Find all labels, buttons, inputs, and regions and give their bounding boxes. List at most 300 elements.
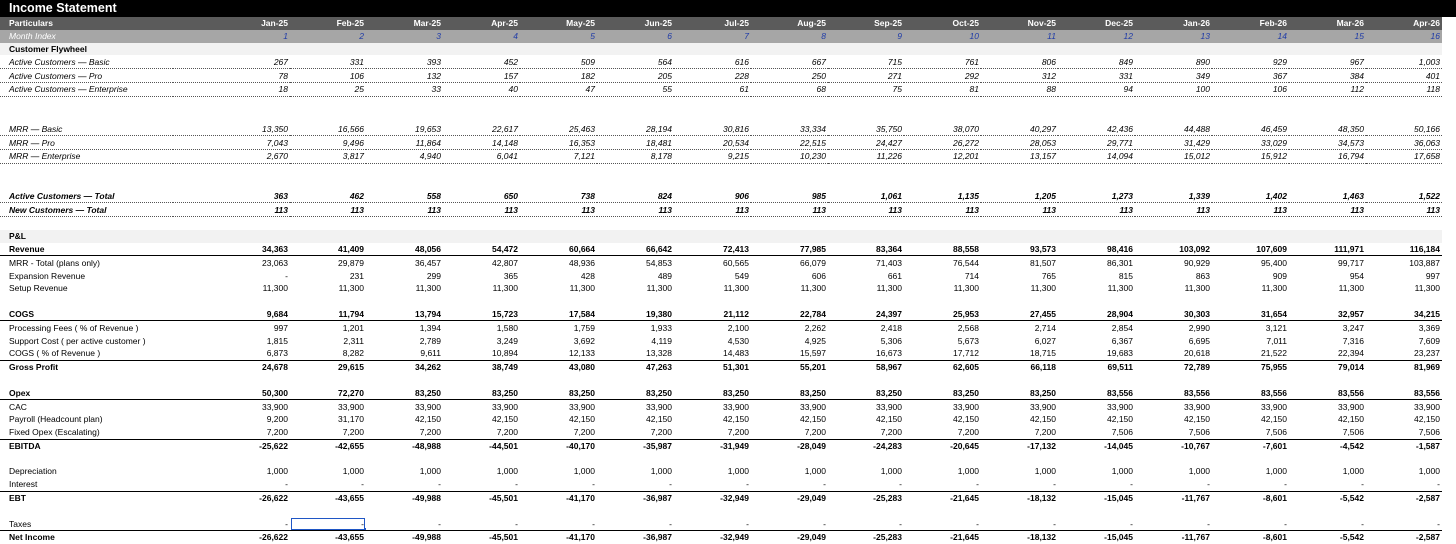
value-cell[interactable]: 54,853 (646, 257, 672, 268)
value-cell[interactable]: 93,573 (981, 243, 1058, 256)
value-cell[interactable]: 4 (443, 30, 520, 43)
value-cell[interactable]: 23,237 (1366, 347, 1442, 360)
value-cell[interactable] (1289, 504, 1366, 517)
row-label-cell[interactable]: Active Customers — Total (0, 189, 173, 202)
value-cell[interactable]: - (443, 478, 520, 491)
value-cell[interactable]: - (443, 517, 520, 530)
value-cell[interactable]: 31,654 (1212, 308, 1289, 321)
value-cell[interactable]: 393 (366, 55, 443, 68)
value-cell[interactable]: 954 (1349, 270, 1364, 281)
value-cell[interactable]: 29,771 (1058, 136, 1135, 150)
value-cell[interactable] (366, 295, 443, 308)
value-cell[interactable] (1058, 177, 1135, 190)
value-cell[interactable]: 22,617 (443, 122, 520, 135)
value-cell[interactable]: 100 (1135, 82, 1212, 96)
value-cell[interactable]: 13,350 (173, 122, 290, 135)
value-cell[interactable]: 13 (1135, 30, 1212, 43)
value-cell[interactable]: 75 (828, 82, 904, 96)
value-cell[interactable] (1058, 96, 1135, 109)
value-cell[interactable]: -14,045 (1104, 440, 1133, 451)
value-cell[interactable]: - (751, 478, 828, 491)
value-cell[interactable]: - (1212, 478, 1289, 491)
value-cell[interactable]: 29,615 (338, 362, 364, 373)
value-cell[interactable]: -42,655 (335, 440, 364, 451)
value-cell[interactable] (904, 177, 981, 190)
value-cell[interactable]: -10,767 (1181, 440, 1210, 451)
value-cell[interactable] (674, 163, 751, 176)
value-cell[interactable]: 60,565 (723, 257, 749, 268)
value-cell[interactable]: 8 (751, 30, 828, 43)
value-cell[interactable]: 113 (674, 203, 751, 217)
value-cell[interactable]: 51,301 (723, 362, 749, 373)
value-cell[interactable]: 7,200 (751, 426, 828, 439)
value-cell[interactable] (674, 504, 751, 517)
value-cell[interactable] (366, 110, 443, 123)
value-cell[interactable]: - (674, 517, 751, 530)
value-cell[interactable]: 78 (173, 69, 290, 83)
value-cell[interactable] (1135, 230, 1212, 243)
value-cell[interactable]: 6,873 (173, 347, 290, 360)
value-cell[interactable]: 12,133 (520, 347, 597, 360)
value-cell[interactable] (904, 504, 981, 517)
value-cell[interactable]: 462 (290, 189, 366, 202)
row-label-cell[interactable]: Processing Fees ( % of Revenue ) (9, 322, 139, 333)
value-cell[interactable]: 34,215 (1366, 308, 1442, 321)
value-cell[interactable] (520, 110, 597, 123)
value-cell[interactable] (1058, 110, 1135, 123)
value-cell[interactable]: 48,936 (569, 257, 595, 268)
value-cell[interactable] (904, 452, 981, 465)
row-label-cell[interactable]: Active Customers — Pro (0, 69, 173, 83)
value-cell[interactable] (981, 96, 1058, 109)
value-cell[interactable]: 11 (981, 30, 1058, 43)
row-label-cell[interactable]: New Customers — Total (0, 203, 173, 217)
row-label-cell[interactable]: Interest (0, 478, 173, 491)
value-cell[interactable]: -15,045 (1104, 532, 1133, 543)
value-cell[interactable] (443, 230, 520, 243)
value-cell[interactable]: 15,012 (1135, 149, 1212, 163)
value-cell[interactable]: 3,817 (290, 149, 366, 163)
value-cell[interactable]: 349 (1135, 69, 1212, 83)
value-cell[interactable]: 11,300 (800, 283, 826, 294)
value-cell[interactable] (904, 163, 981, 176)
value-cell[interactable]: Aug-25 (751, 17, 828, 30)
value-cell[interactable]: 312 (981, 69, 1058, 83)
value-cell[interactable] (828, 177, 904, 190)
value-cell[interactable] (1366, 452, 1442, 465)
value-cell[interactable]: - (1289, 478, 1366, 491)
value-cell[interactable] (904, 96, 981, 109)
value-cell[interactable] (751, 504, 828, 517)
value-cell[interactable]: 849 (1058, 55, 1135, 68)
value-cell[interactable]: 616 (674, 55, 751, 68)
value-cell[interactable]: 77,985 (751, 243, 828, 256)
value-cell[interactable] (1212, 177, 1289, 190)
value-cell[interactable]: 90,929 (1184, 257, 1210, 268)
value-cell[interactable] (290, 374, 366, 387)
value-cell[interactable]: -2,587 (1415, 532, 1440, 543)
value-cell[interactable]: 7,506 (1289, 426, 1366, 439)
value-cell[interactable] (597, 452, 674, 465)
value-cell[interactable]: 33,900 (646, 401, 672, 412)
value-cell[interactable]: -21,645 (950, 493, 979, 504)
value-cell[interactable]: 50,166 (1366, 122, 1442, 135)
value-cell[interactable]: 15,597 (751, 347, 828, 360)
value-cell[interactable]: -26,622 (259, 493, 288, 504)
value-cell[interactable]: - (1366, 478, 1442, 491)
value-cell[interactable]: 906 (674, 189, 751, 202)
value-cell[interactable]: 890 (1135, 55, 1212, 68)
value-cell[interactable]: -36,987 (643, 532, 672, 543)
value-cell[interactable]: -5,542 (1339, 493, 1364, 504)
value-cell[interactable]: 55 (597, 82, 674, 96)
value-cell[interactable]: 79,014 (1338, 362, 1364, 373)
value-cell[interactable]: 42,150 (492, 414, 518, 425)
value-cell[interactable]: 11,300 (723, 283, 749, 294)
value-cell[interactable]: 35,750 (828, 122, 904, 135)
value-cell[interactable]: 11,300 (1414, 283, 1440, 294)
value-cell[interactable]: 55,201 (800, 362, 826, 373)
value-cell[interactable]: 14,148 (443, 136, 520, 150)
value-cell[interactable]: 75,955 (1261, 362, 1287, 373)
value-cell[interactable]: 7,200 (290, 426, 366, 439)
value-cell[interactable]: 7,043 (173, 136, 290, 150)
value-cell[interactable]: 12,201 (904, 149, 981, 163)
value-cell[interactable]: 14,483 (674, 347, 751, 360)
value-cell[interactable]: 99,717 (1338, 257, 1364, 268)
value-cell[interactable]: - (173, 517, 290, 530)
value-cell[interactable]: 7,506 (1366, 426, 1442, 439)
value-cell[interactable] (443, 452, 520, 465)
value-cell[interactable]: 13,794 (366, 308, 443, 321)
value-cell[interactable] (520, 43, 597, 56)
value-cell[interactable] (366, 374, 443, 387)
value-cell[interactable] (1366, 295, 1442, 308)
value-cell[interactable] (366, 177, 443, 190)
value-cell[interactable]: -31,949 (720, 440, 749, 451)
value-cell[interactable]: - (285, 270, 288, 281)
value-cell[interactable]: 27,455 (981, 308, 1058, 321)
value-cell[interactable]: 1 (173, 30, 290, 43)
value-cell[interactable]: 12 (1058, 30, 1135, 43)
value-cell[interactable]: Jan-25 (173, 17, 290, 30)
value-cell[interactable]: 1,201 (342, 322, 364, 333)
value-cell[interactable]: 33,900 (800, 401, 826, 412)
value-cell[interactable]: 997 (273, 322, 288, 333)
value-cell[interactable] (674, 43, 751, 56)
value-cell[interactable]: 36,457 (415, 257, 441, 268)
value-cell[interactable] (1366, 374, 1442, 387)
value-cell[interactable]: 42,150 (876, 414, 902, 425)
value-cell[interactable]: 11,300 (876, 283, 902, 294)
value-cell[interactable]: -15,045 (1104, 493, 1133, 504)
value-cell[interactable]: 7,200 (443, 426, 520, 439)
value-cell[interactable]: 1,000 (880, 466, 902, 477)
value-cell[interactable]: 113 (366, 203, 443, 217)
value-cell[interactable] (904, 110, 981, 123)
value-cell[interactable]: 2,670 (173, 149, 290, 163)
value-cell[interactable]: 1,339 (1135, 189, 1212, 202)
value-cell[interactable]: 95,400 (1261, 257, 1287, 268)
value-cell[interactable]: -4,542 (1339, 440, 1364, 451)
value-cell[interactable]: -5,542 (1339, 532, 1364, 543)
row-label-cell[interactable] (0, 374, 173, 387)
value-cell[interactable] (173, 96, 290, 109)
value-cell[interactable]: 29,879 (338, 257, 364, 268)
value-cell[interactable]: 714 (964, 270, 979, 281)
value-cell[interactable] (1212, 230, 1289, 243)
value-cell[interactable]: 3,249 (496, 335, 518, 346)
value-cell[interactable] (1058, 295, 1135, 308)
value-cell[interactable]: - (828, 478, 904, 491)
value-cell[interactable] (828, 216, 904, 229)
value-cell[interactable]: -25,622 (259, 440, 288, 451)
value-cell[interactable]: 33,334 (751, 122, 828, 135)
value-cell[interactable]: 33,900 (262, 401, 288, 412)
value-cell[interactable]: 42,150 (953, 414, 979, 425)
value-cell[interactable]: - (366, 517, 443, 530)
value-cell[interactable]: 14,094 (1058, 149, 1135, 163)
row-label-cell[interactable]: MRR - Total (plans only) (9, 257, 101, 268)
value-cell[interactable]: - (290, 478, 366, 491)
value-cell[interactable]: 9,200 (266, 414, 288, 425)
value-cell[interactable]: 32,957 (1289, 308, 1366, 321)
value-cell[interactable] (366, 96, 443, 109)
value-cell[interactable]: - (904, 517, 981, 530)
value-cell[interactable]: 452 (443, 55, 520, 68)
value-cell[interactable]: 42,150 (723, 414, 749, 425)
value-cell[interactable]: 7,200 (904, 426, 981, 439)
value-cell[interactable] (751, 163, 828, 176)
value-cell[interactable]: 182 (520, 69, 597, 83)
value-cell[interactable]: 11,300 (338, 283, 364, 294)
value-cell[interactable]: 11,300 (492, 283, 518, 294)
value-cell[interactable]: 3,369 (1418, 322, 1440, 333)
value-cell[interactable]: 997 (1425, 270, 1440, 281)
value-cell[interactable]: 103,092 (1135, 243, 1212, 256)
value-cell[interactable]: 68 (751, 82, 828, 96)
value-cell[interactable] (1135, 295, 1212, 308)
value-cell[interactable]: 72,789 (1184, 362, 1210, 373)
value-cell[interactable]: 7 (674, 30, 751, 43)
value-cell[interactable]: - (1135, 478, 1212, 491)
value-cell[interactable] (173, 295, 290, 308)
value-cell[interactable]: 113 (520, 203, 597, 217)
row-label-cell[interactable]: EBITDA (9, 440, 41, 451)
value-cell[interactable]: 113 (597, 203, 674, 217)
value-cell[interactable]: Oct-25 (904, 17, 981, 30)
value-cell[interactable] (1212, 452, 1289, 465)
row-label-cell[interactable] (0, 216, 173, 229)
value-cell[interactable] (520, 177, 597, 190)
value-cell[interactable] (1366, 177, 1442, 190)
value-cell[interactable]: 50,300 (173, 386, 290, 399)
value-cell[interactable]: 985 (751, 189, 828, 202)
value-cell[interactable]: 33,900 (953, 401, 979, 412)
value-cell[interactable] (1289, 374, 1366, 387)
value-cell[interactable] (1289, 163, 1366, 176)
value-cell[interactable]: 7,200 (828, 426, 904, 439)
value-cell[interactable]: -32,949 (720, 532, 749, 543)
value-cell[interactable]: 428 (580, 270, 595, 281)
value-cell[interactable]: 47 (520, 82, 597, 96)
value-cell[interactable]: 9 (828, 30, 904, 43)
value-cell[interactable]: 5,306 (880, 335, 902, 346)
value-cell[interactable]: 22,515 (751, 136, 828, 150)
value-cell[interactable]: -18,132 (1027, 532, 1056, 543)
value-cell[interactable]: 564 (597, 55, 674, 68)
value-cell[interactable] (366, 163, 443, 176)
value-cell[interactable] (828, 230, 904, 243)
value-cell[interactable]: 66,079 (800, 257, 826, 268)
value-cell[interactable]: 1,815 (266, 335, 288, 346)
value-cell[interactable] (290, 295, 366, 308)
value-cell[interactable]: 11,300 (569, 283, 595, 294)
value-cell[interactable]: 113 (751, 203, 828, 217)
value-cell[interactable]: Mar-26 (1289, 17, 1366, 30)
value-cell[interactable]: 1,463 (1289, 189, 1366, 202)
value-cell[interactable]: -40,170 (566, 440, 595, 451)
value-cell[interactable]: - (1058, 478, 1135, 491)
value-cell[interactable]: 112 (1289, 82, 1366, 96)
value-cell[interactable]: 132 (366, 69, 443, 83)
value-cell[interactable] (828, 295, 904, 308)
value-cell[interactable]: 228 (674, 69, 751, 83)
value-cell[interactable]: 42,150 (1107, 414, 1133, 425)
value-cell[interactable] (597, 163, 674, 176)
value-cell[interactable]: 24,427 (828, 136, 904, 150)
value-cell[interactable]: 11,300 (646, 283, 672, 294)
value-cell[interactable] (981, 504, 1058, 517)
value-cell[interactable]: 60,664 (520, 243, 597, 256)
value-cell[interactable]: 11,300 (1107, 283, 1133, 294)
value-cell[interactable]: 58,967 (876, 362, 902, 373)
value-cell[interactable]: Jan-26 (1135, 17, 1212, 30)
value-cell[interactable] (443, 374, 520, 387)
value-cell[interactable]: 76,544 (953, 257, 979, 268)
value-cell[interactable]: 46,459 (1212, 122, 1289, 135)
value-cell[interactable]: 62,605 (953, 362, 979, 373)
value-cell[interactable]: 19,380 (597, 308, 674, 321)
value-cell[interactable] (1289, 295, 1366, 308)
value-cell[interactable]: 1,205 (981, 189, 1058, 202)
value-cell[interactable]: Dec-25 (1058, 17, 1135, 30)
value-cell[interactable]: 42,150 (1414, 414, 1440, 425)
value-cell[interactable]: 606 (811, 270, 826, 281)
row-label-cell[interactable]: MRR — Enterprise (0, 149, 173, 163)
value-cell[interactable]: -1,587 (1415, 440, 1440, 451)
value-cell[interactable]: 9,215 (674, 149, 751, 163)
value-cell[interactable]: 331 (290, 55, 366, 68)
row-label-cell[interactable] (0, 163, 173, 176)
value-cell[interactable]: 2,990 (1188, 322, 1210, 333)
value-cell[interactable]: 1,000 (804, 466, 826, 477)
value-cell[interactable]: Sep-25 (828, 17, 904, 30)
value-cell[interactable] (981, 177, 1058, 190)
value-cell[interactable]: -29,049 (797, 532, 826, 543)
value-cell[interactable]: -48,988 (412, 440, 441, 451)
value-cell[interactable]: -11,767 (1181, 532, 1210, 543)
value-cell[interactable]: 28,053 (981, 136, 1058, 150)
value-cell[interactable]: 33,900 (415, 401, 441, 412)
value-cell[interactable]: 2,714 (1034, 322, 1056, 333)
value-cell[interactable]: 15,912 (1212, 149, 1289, 163)
value-cell[interactable]: -26,622 (259, 532, 288, 543)
value-cell[interactable]: 1,000 (1265, 466, 1287, 477)
row-label-cell[interactable]: Active Customers — Enterprise (0, 82, 173, 96)
value-cell[interactable] (1289, 43, 1366, 56)
value-cell[interactable]: 83,250 (597, 386, 674, 399)
value-cell[interactable]: 2,311 (343, 335, 364, 346)
value-cell[interactable] (173, 110, 290, 123)
value-cell[interactable]: - (597, 517, 674, 530)
value-cell[interactable]: 30,303 (1135, 308, 1212, 321)
value-cell[interactable] (828, 504, 904, 517)
value-cell[interactable]: 66,642 (597, 243, 674, 256)
value-cell[interactable]: 1,000 (650, 466, 672, 477)
value-cell[interactable] (1212, 43, 1289, 56)
value-cell[interactable]: 16,566 (290, 122, 366, 135)
value-cell[interactable]: - (173, 478, 290, 491)
value-cell[interactable]: 16 (1366, 30, 1442, 43)
value-cell[interactable]: - (828, 517, 904, 530)
value-cell[interactable]: 83,556 (1058, 386, 1135, 399)
value-cell[interactable]: 14 (1212, 30, 1289, 43)
row-label-cell[interactable] (0, 295, 173, 308)
value-cell[interactable]: 1,000 (266, 466, 288, 477)
value-cell[interactable]: 113 (1058, 203, 1135, 217)
value-cell[interactable] (290, 177, 366, 190)
value-cell[interactable]: 1,273 (1058, 189, 1135, 202)
value-cell[interactable] (828, 374, 904, 387)
value-cell[interactable] (828, 96, 904, 109)
value-cell[interactable] (366, 43, 443, 56)
value-cell[interactable]: 2,100 (727, 322, 749, 333)
value-cell[interactable]: 21,112 (674, 308, 751, 321)
value-cell[interactable]: 98,416 (1058, 243, 1135, 256)
value-cell[interactable] (173, 230, 290, 243)
value-cell[interactable]: 17,712 (904, 347, 981, 360)
value-cell[interactable]: 83,250 (828, 386, 904, 399)
value-cell[interactable] (290, 110, 366, 123)
value-cell[interactable]: 42,436 (1058, 122, 1135, 135)
value-cell[interactable]: -2,587 (1415, 493, 1440, 504)
value-cell[interactable] (173, 216, 290, 229)
row-label-cell[interactable]: Net Income (9, 532, 55, 543)
value-cell[interactable]: 10,894 (443, 347, 520, 360)
value-cell[interactable]: - (520, 517, 597, 530)
value-cell[interactable]: 23,063 (262, 257, 288, 268)
value-cell[interactable]: 367 (1212, 69, 1289, 83)
value-cell[interactable]: 86,301 (1107, 257, 1133, 268)
value-cell[interactable] (597, 96, 674, 109)
value-cell[interactable]: 250 (751, 69, 828, 83)
value-cell[interactable]: 1,000 (1111, 466, 1133, 477)
value-cell[interactable] (981, 295, 1058, 308)
value-cell[interactable]: 7,200 (366, 426, 443, 439)
value-cell[interactable]: 2,789 (419, 335, 441, 346)
value-cell[interactable]: - (674, 478, 751, 491)
value-cell[interactable] (1135, 110, 1212, 123)
value-cell[interactable]: 33,900 (1107, 401, 1133, 412)
value-cell[interactable] (290, 504, 366, 517)
value-cell[interactable] (173, 163, 290, 176)
value-cell[interactable] (366, 504, 443, 517)
value-cell[interactable] (674, 110, 751, 123)
value-cell[interactable]: 42,150 (800, 414, 826, 425)
value-cell[interactable]: 5,673 (957, 335, 979, 346)
value-cell[interactable] (443, 504, 520, 517)
